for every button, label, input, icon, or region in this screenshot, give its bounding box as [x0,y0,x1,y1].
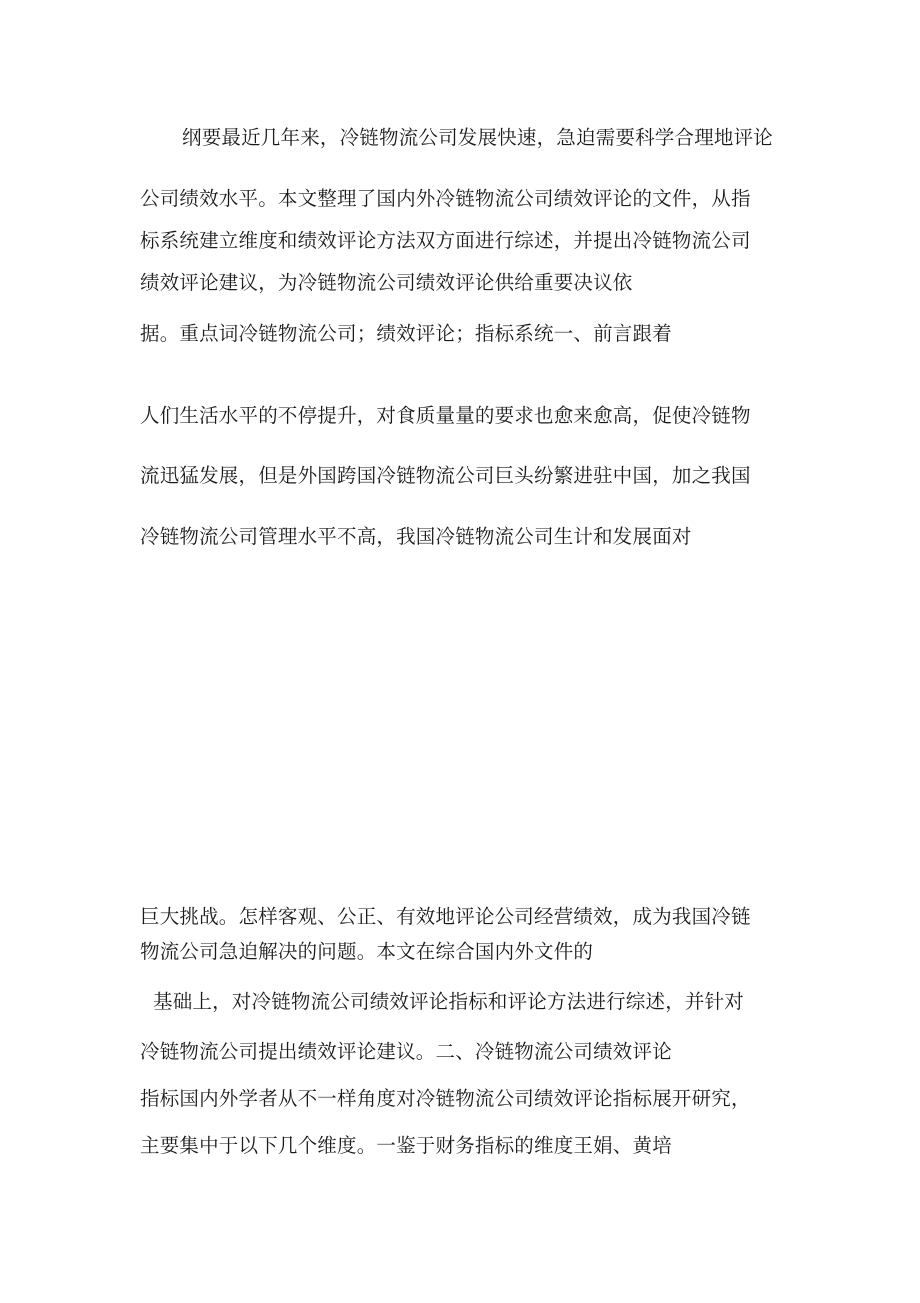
text-line-2: 公司绩效水平。本文整理了国内外冷链物流公司绩效评论的文件，从指 [140,187,751,210]
text-line-6: 人们生活水平的不停提升，对食质量量的要求也愈来愈高，促使冷链物 [140,404,751,427]
text-line-7: 流迅猛发展，但是外国跨国冷链物流公司巨头纷繁进驻中国，加之我国 [140,464,751,487]
text-line-12: 冷链物流公司提出绩效评论建议。二、冷链物流公司绩效评论 [140,1040,672,1063]
text-line-11: 基础上，对冷链物流公司绩效评论指标和评论方法进行综述，并针对 [153,990,745,1013]
text-line-14: 主要集中于以下几个维度。一鉴于财务指标的维度王娟、黄培 [140,1134,672,1157]
text-line-8: 冷链物流公司管理水平不高，我国冷链物流公司生计和发展面对 [140,525,692,548]
text-line-10: 物流公司急迫解决的问题。本文在综合国内外文件的 [140,940,594,963]
text-line-3: 标系统建立维度和绩效评论方法双方面进行综述，并提出冷链物流公司 [140,229,751,252]
text-line-13: 指标国内外学者从不一样角度对冷链物流公司绩效评论指标展开研究， [140,1087,751,1110]
text-line-5: 据。重点词冷链物流公司；绩效评论；指标系统一、前言跟着 [140,322,672,345]
text-line-4: 绩效评论建议，为冷链物流公司绩效评论供给重要决议依 [140,271,633,294]
text-line-1: 纲要最近几年来，冷链物流公司发展快速，急迫需要科学合理地评论 [182,126,774,149]
text-line-9: 巨大挑战。怎样客观、公正、有效地评论公司经营绩效，成为我国冷链 [140,905,751,928]
